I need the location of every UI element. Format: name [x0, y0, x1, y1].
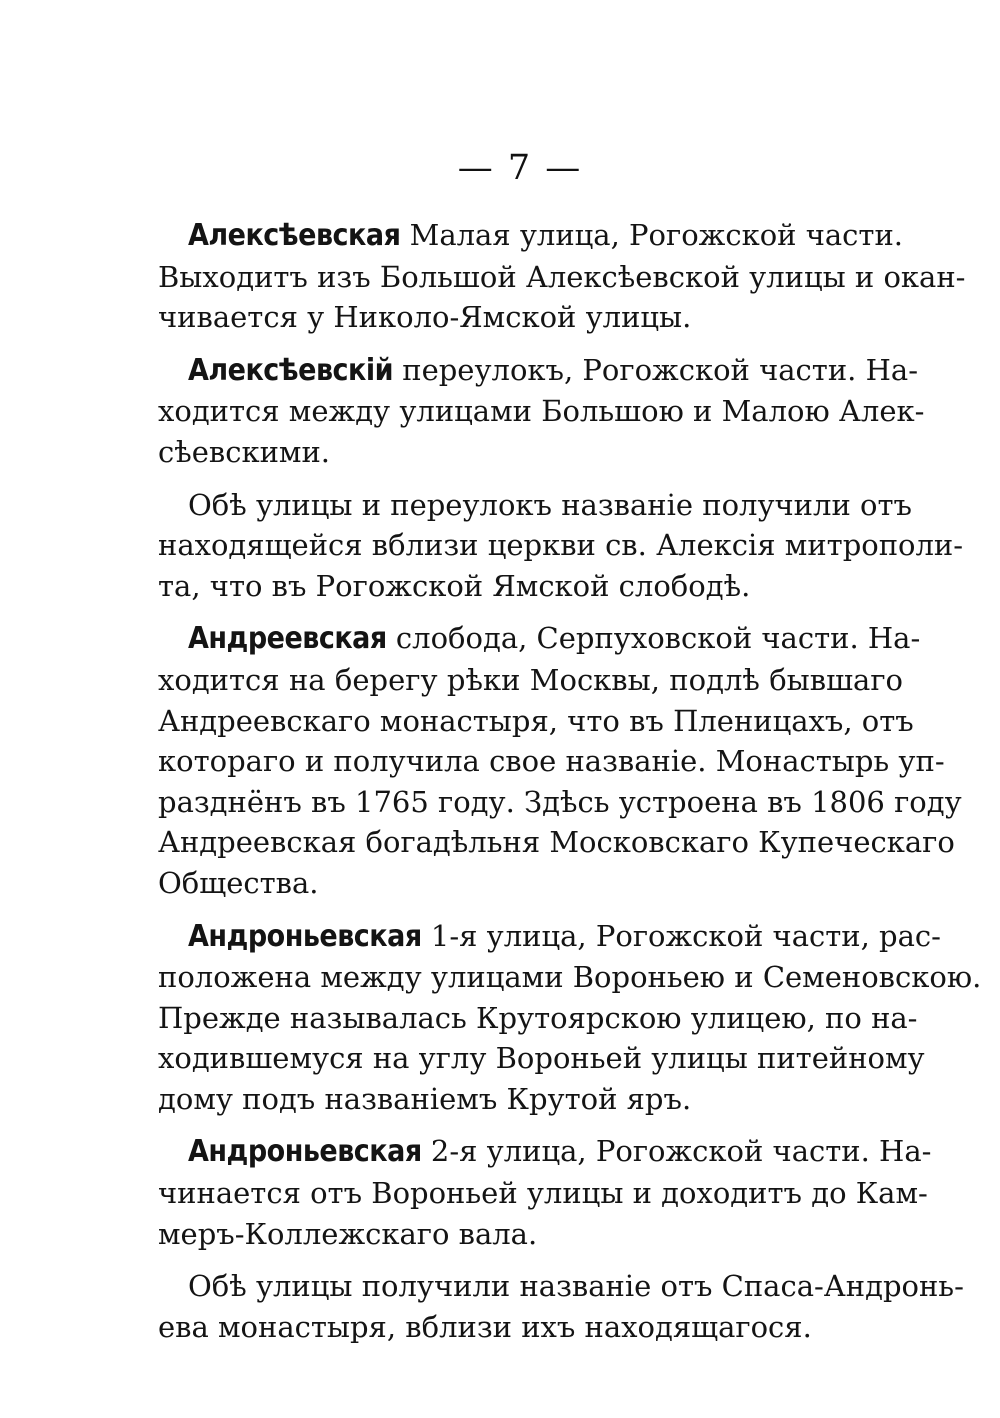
- text-line: Прежде называлась Крутоярскою улицею, по на-: [158, 1000, 918, 1035]
- text-line: Обѣ улицы получили названіе отъ Спаса-Андронь-: [188, 1269, 964, 1304]
- entry-heading: Андроньевская: [188, 918, 422, 954]
- text-line: чивается у Николо-Ямской улицы.: [158, 300, 692, 335]
- text-line: Андреевская слобода, Серпуховской части. На-: [188, 621, 921, 657]
- text-line: Обѣ улицы и переулокъ названіе получили отъ: [188, 487, 912, 522]
- text-line: та, что въ Рогожской Ямской слободѣ.: [158, 568, 751, 603]
- text-line: Выходитъ изъ Большой Алексѣевской улицы и окан-: [158, 259, 966, 294]
- paragraph-alekseevsky-pereulok: [158, 350, 925, 473]
- text-line: меръ-Коллежскаго вала.: [158, 1216, 538, 1251]
- text-line: чинается отъ Вороньей улицы и доходитъ до Кам-: [158, 1176, 928, 1211]
- text-line: Андреевскаго монастыря, что въ Пленицахъ, отъ: [158, 703, 914, 738]
- text-line: сѣевскими.: [158, 434, 331, 469]
- text-line: Общества.: [158, 865, 319, 900]
- text-line: положена между улицами Вороньею и Семеновскою.: [158, 960, 982, 995]
- text-line: Андроньевская 2-я улица, Рогожской части. На-: [188, 1134, 932, 1170]
- paragraph-alekseevskaya-malaya: [158, 215, 966, 338]
- text-line: разднёнъ въ 1765 году. Здѣсь устроена въ 1806 году: [158, 784, 962, 819]
- text-line: Андроньевская 1-я улица, Рогожской части, рас-: [188, 918, 941, 954]
- paragraph-andreevskaya-sloboda: [158, 618, 962, 903]
- paragraph-obe-ulitsy-1: [158, 485, 964, 607]
- text-line: ходится на берегу рѣки Москвы, подлѣ бывшаго: [158, 662, 903, 697]
- text-line: ходится между улицами Большою и Малою Алек-: [158, 394, 925, 429]
- paragraph-obe-ulitsy-2: [158, 1266, 964, 1347]
- text-line: котораго и получила свое названіе. Монастырь уп-: [158, 744, 945, 779]
- text-line: ева монастыря, вблизи ихъ находящагося.: [158, 1309, 812, 1344]
- text-line: находящейся вблизи церкви св. Алексія митрополи-: [158, 528, 964, 563]
- text-line: ходившемуся на углу Вороньей улицы питейному: [158, 1041, 925, 1076]
- text-line: Алексѣевскій переулокъ, Рогожской части. На-: [188, 352, 918, 388]
- paragraph-andronevskaya-1: [158, 916, 982, 1120]
- entry-heading: Андреевская: [188, 621, 387, 657]
- page-text: [158, 215, 982, 1359]
- text-line: дому подъ названіемъ Крутой яръ.: [158, 1081, 692, 1116]
- page-number: — 7 —: [457, 148, 583, 188]
- paragraph-andronevskaya-2: [158, 1131, 932, 1254]
- text-line: Алексѣевская Малая улица, Рогожской части.: [188, 218, 904, 253]
- entry-heading: Алексѣевскій: [188, 352, 394, 388]
- text-line: Андреевская богадѣльня Московскаго Купеческаго: [158, 825, 955, 860]
- entry-heading: Алексѣевская: [188, 218, 401, 253]
- entry-heading: Андроньевская: [188, 1134, 422, 1170]
